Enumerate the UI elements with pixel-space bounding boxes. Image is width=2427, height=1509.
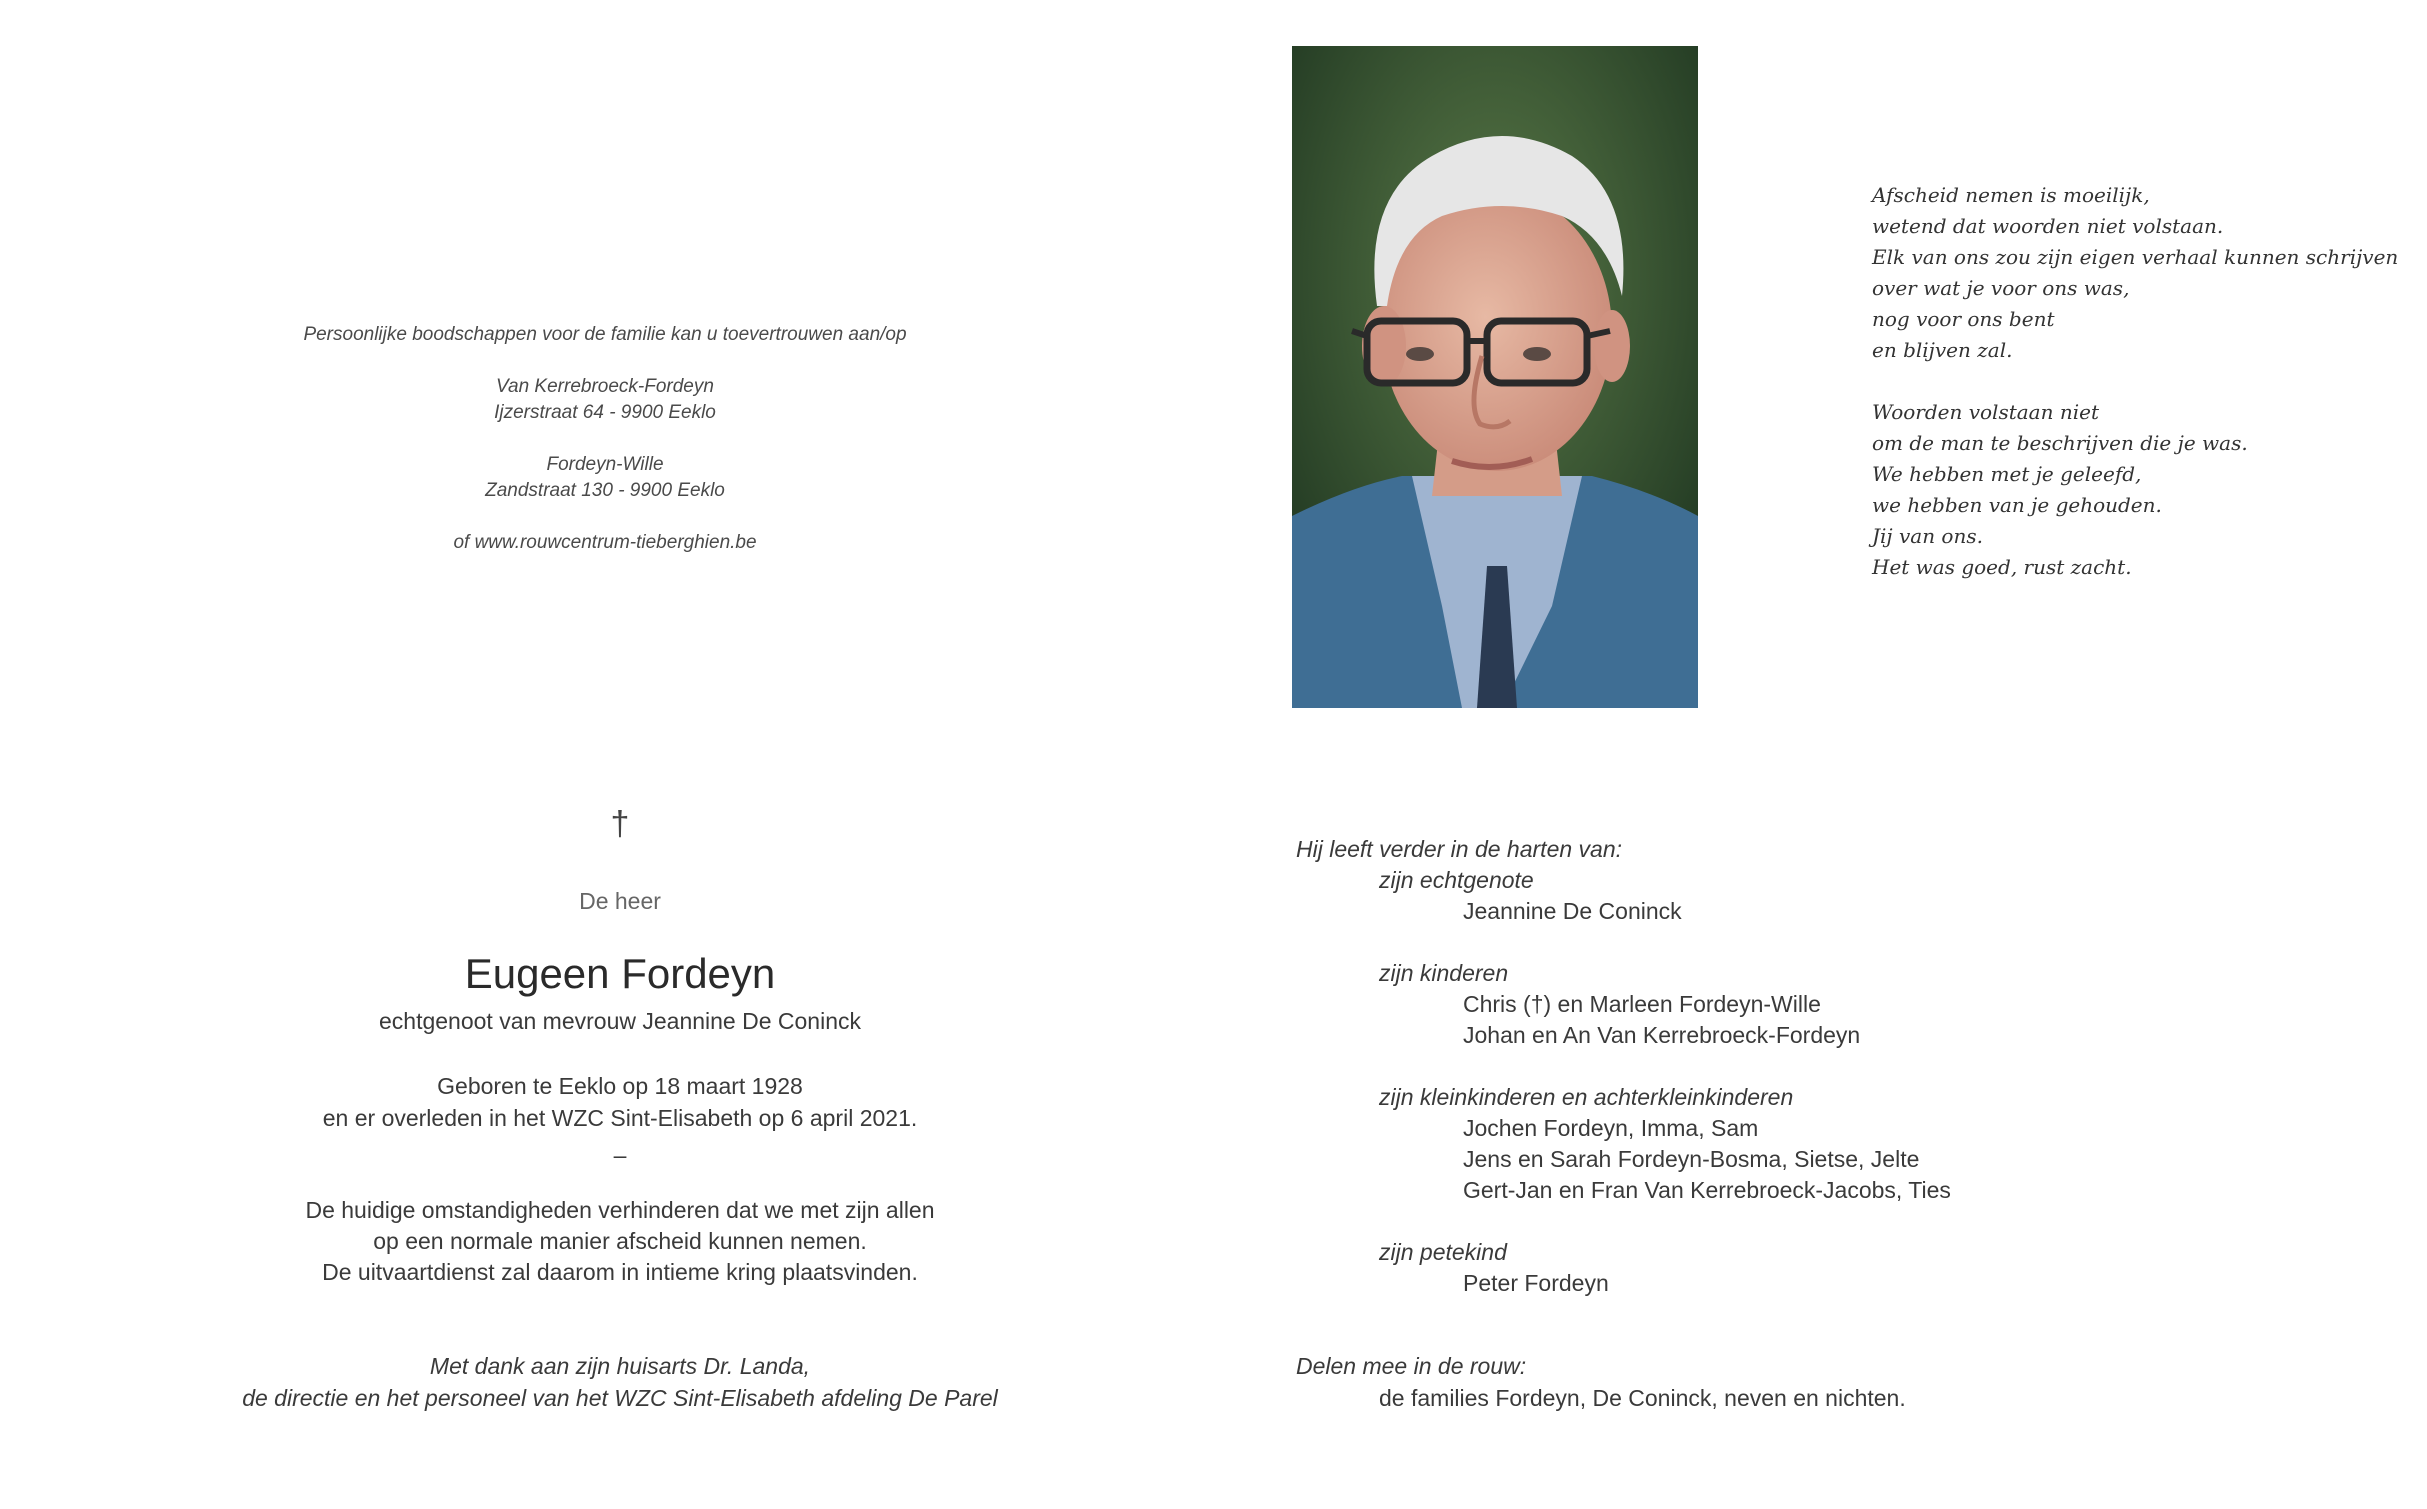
child-entry: Johan en An Van Kerrebroeck-Fordeyn <box>1463 1022 1861 1048</box>
personal-messages <box>250 322 960 556</box>
child-entry: Chris (†) en Marleen Fordeyn-Wille <box>1463 991 1821 1017</box>
website-link[interactable]: of www.rouwcentrum-tieberghien.be <box>453 532 757 553</box>
poem-line: en blijven zal. <box>1872 338 2013 362</box>
honorific: De heer <box>579 888 661 914</box>
messages-intro: Persoonlijke boodschappen voor de familie kan u toevertrouwen aan/op <box>303 324 907 345</box>
poem-line: Woorden volstaan niet <box>1872 400 2099 424</box>
circumstances-line: De huidige omstandigheden verhinderen dat we met zijn allen <box>305 1197 935 1223</box>
poem-line: om de man te beschrijven die je was. <box>1872 431 2248 455</box>
poem-line: Jij van ons. <box>1872 524 1983 548</box>
circumstances-line: De uitvaartdienst zal daarom in intieme kring plaatsvinden. <box>322 1259 918 1285</box>
grandchild-entry: Jens en Sarah Fordeyn-Bosma, Sietse, Jelte <box>1463 1146 1920 1172</box>
family-list <box>1296 834 2396 1299</box>
thanks-line: Met dank aan zijn huisarts Dr. Landa, <box>429 1353 811 1379</box>
godchild-name: Peter Fordeyn <box>1463 1270 1609 1296</box>
poem <box>1872 180 2399 583</box>
portrait-photo <box>1292 46 1698 708</box>
address1-street: Ijzerstraat 64 - 9900 Eeklo <box>494 402 716 423</box>
poem-line: Elk van ons zou zijn eigen verhaal kunnen schrijven <box>1872 245 2399 269</box>
poem-line: nog voor ons bent <box>1872 307 2055 331</box>
children-label: zijn kinderen <box>1379 960 1509 986</box>
mourning-families: de families Fordeyn, De Coninck, neven en nichten. <box>1379 1385 1906 1411</box>
thanks <box>150 1350 1090 1414</box>
birth-line: Geboren te Eeklo op 18 maart 1928 <box>437 1073 803 1099</box>
poem-line: We hebben met je geleefd, <box>1872 462 2142 486</box>
spouse-label: zijn echtgenote <box>1379 867 1534 893</box>
family-heading: Hij leeft verder in de harten van: <box>1296 836 1623 862</box>
grandchild-entry: Jochen Fordeyn, Imma, Sam <box>1463 1115 1759 1141</box>
poem-line: Het was goed, rust zacht. <box>1872 555 2132 579</box>
address1-name: Van Kerrebroeck-Fordeyn <box>496 376 714 397</box>
mourning <box>1296 1350 2396 1414</box>
grandchild-entry: Gert-Jan en Fran Van Kerrebroeck-Jacobs, Ties <box>1463 1177 1951 1203</box>
spouse-name: Jeannine De Coninck <box>1463 898 1682 924</box>
poem-line: wetend dat woorden niet volstaan. <box>1872 214 2224 238</box>
godchild-label: zijn petekind <box>1379 1239 1507 1265</box>
circumstances <box>200 1195 1040 1288</box>
poem-line: Afscheid nemen is moeilijk, <box>1872 183 2150 207</box>
thanks-line: de directie en het personeel van het WZC Sint-Elisabeth afdeling De Parel <box>242 1385 998 1411</box>
deceased-name: Eugeen Fordeyn <box>464 950 776 997</box>
poem-line: over wat je voor ons was, <box>1872 276 2130 300</box>
grandchildren-label: zijn kleinkinderen en achterkleinkinderen <box>1379 1084 1794 1110</box>
address2-name: Fordeyn-Wille <box>546 454 664 475</box>
cross-icon: † <box>610 805 630 843</box>
death-line: en er overleden in het WZC Sint-Elisabeth op 6 april 2021. <box>322 1105 918 1131</box>
life-dates <box>200 1070 1040 1134</box>
address2-street: Zandstraat 130 - 9900 Eeklo <box>485 480 725 501</box>
separator-dash: – <box>613 1142 627 1168</box>
poem-line: we hebben van je gehouden. <box>1872 493 2162 517</box>
portrait-illustration <box>1292 46 1698 708</box>
circumstances-line: op een normale manier afscheid kunnen nemen. <box>373 1228 867 1254</box>
spouse-line: echtgenoot van mevrouw Jeannine De Coninck <box>378 1008 861 1034</box>
mourning-heading: Delen mee in de rouw: <box>1296 1353 1527 1379</box>
